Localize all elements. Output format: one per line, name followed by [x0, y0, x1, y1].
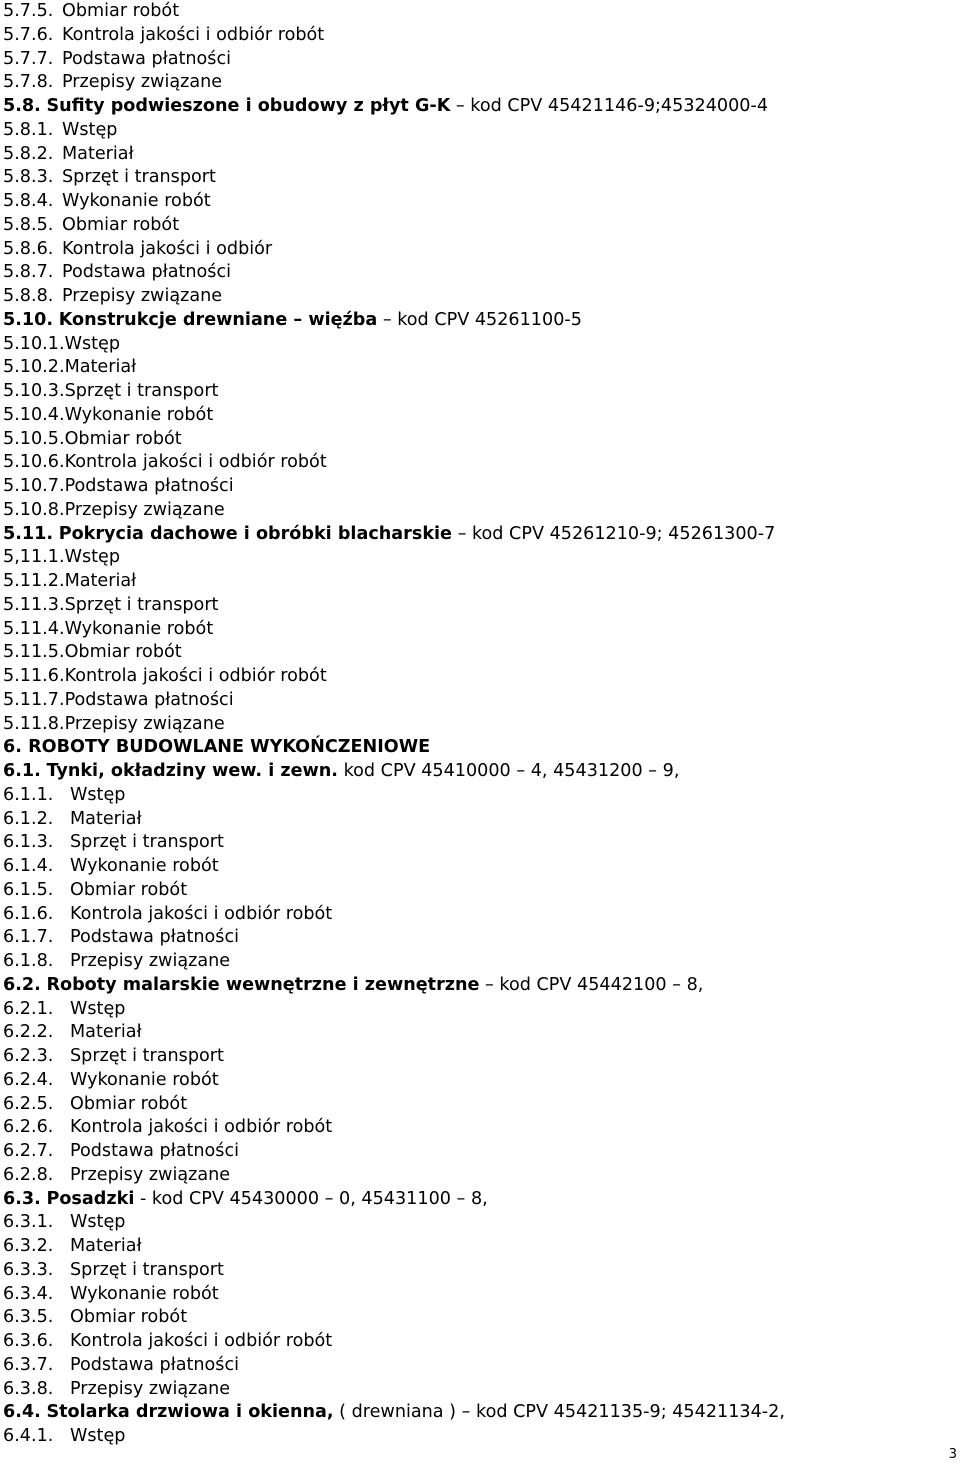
- toc-line: [3, 48, 785, 72]
- section-number: 5.11.3.: [3, 594, 65, 615]
- section-title: Kontrola jakości i odbiór robót: [64, 452, 327, 473]
- toc-line: [3, 475, 785, 499]
- section-number: 6.2.2.: [3, 1022, 54, 1043]
- toc-line: [3, 1093, 785, 1117]
- section-number: 6.2.3.: [3, 1046, 54, 1066]
- toc-line: [3, 1330, 785, 1354]
- toc-line: [3, 214, 785, 238]
- toc-line: [3, 1425, 785, 1449]
- section-number: 5.8.6.: [3, 238, 54, 259]
- section-title: Obmiar robót: [70, 1307, 188, 1328]
- toc-line: [3, 1354, 785, 1378]
- section-number: 5.11.8.: [3, 713, 65, 734]
- toc-line: [3, 1235, 785, 1259]
- section-title: Kontrola jakości i odbiór: [62, 238, 273, 259]
- section-title: Pokrycia dachowe i obróbki blacharskie: [58, 523, 452, 544]
- section-number: 6.: [3, 737, 22, 758]
- section-number: 6.4.: [3, 1402, 41, 1423]
- section-number: 6.2.: [3, 974, 41, 995]
- section-title: Obmiar robót: [62, 1, 180, 21]
- section-number: 5.7.5.: [3, 1, 54, 21]
- toc-line: [3, 404, 785, 428]
- section-title: Wstęp: [70, 998, 126, 1019]
- section-title: Przepisy związane: [70, 1378, 231, 1399]
- toc-line: [3, 1378, 785, 1402]
- toc-heading: [3, 523, 785, 547]
- toc-heading: [3, 974, 785, 998]
- section-title: Wykonanie robót: [70, 1283, 219, 1304]
- toc-line: [3, 594, 785, 618]
- section-title: Wykonanie robót: [64, 404, 214, 425]
- section-number: 6.1.1.: [3, 784, 54, 805]
- section-number: 6.2.8.: [3, 1164, 54, 1185]
- section-number: 5.10.5.: [3, 428, 65, 449]
- section-title: ROBOTY BUDOWLANE WYKOŃCZENIOWE: [28, 737, 431, 758]
- toc-line: [3, 380, 785, 404]
- toc-line: [3, 713, 785, 737]
- section-number: 6.1.8.: [3, 951, 54, 971]
- toc-line: [3, 428, 785, 452]
- toc-line: [3, 166, 785, 190]
- toc-heading: [3, 1401, 785, 1425]
- section-title: Podstawa płatności: [62, 262, 232, 283]
- toc-line: [3, 356, 785, 380]
- toc-line: [3, 926, 785, 950]
- section-title: Kontrola jakości i odbiór robót: [70, 1331, 333, 1351]
- section-number: 6.1.3.: [3, 832, 54, 853]
- section-number: 6.3.2.: [3, 1236, 54, 1256]
- section-title: Przepisy związane: [62, 286, 223, 306]
- section-title: Materiał: [70, 808, 142, 829]
- section-title: Wstęp: [70, 1426, 126, 1446]
- section-title: Podstawa płatności: [62, 48, 232, 69]
- section-title: Przepisy związane: [62, 72, 223, 93]
- section-title: Materiał: [70, 1022, 142, 1043]
- section-number: 6.2.5.: [3, 1093, 54, 1114]
- toc-line: [3, 855, 785, 879]
- toc-line: [3, 808, 785, 832]
- toc-line: [3, 24, 785, 48]
- section-number: 6.1.2.: [3, 808, 54, 829]
- section-number: 5.10.3.: [3, 381, 65, 401]
- section-number: 6.1.6.: [3, 903, 54, 924]
- section-number: 6.3.: [3, 1188, 41, 1209]
- section-title: Obmiar robót: [70, 1093, 188, 1114]
- section-title: Obmiar robót: [70, 879, 188, 900]
- section-number: 5.10.: [3, 309, 54, 330]
- section-number: 5.8.4.: [3, 191, 54, 211]
- section-number: 5.11.6.: [3, 666, 65, 686]
- section-code: – kod CPV 45261100-5: [377, 309, 582, 330]
- table-of-contents: [3, 0, 785, 1449]
- section-number: 6.1.5.: [3, 879, 54, 900]
- toc-line: [3, 333, 785, 357]
- toc-line: [3, 1116, 785, 1140]
- section-code: – kod CPV 45442100 – 8,: [479, 974, 704, 995]
- section-number: 5.7.7.: [3, 48, 54, 69]
- section-number: 5.10.6.: [3, 452, 65, 473]
- section-number: 6.3.7.: [3, 1354, 54, 1375]
- toc-line: [3, 0, 785, 24]
- section-number: 5,11.1.: [3, 547, 65, 568]
- toc-line: [3, 879, 785, 903]
- toc-line: [3, 950, 785, 974]
- section-number: 5.10.2.: [3, 357, 65, 378]
- toc-line: [3, 143, 785, 167]
- toc-heading: [3, 95, 785, 119]
- section-title: Podstawa płatności: [70, 927, 240, 948]
- toc-line: [3, 499, 785, 523]
- toc-heading: [3, 309, 785, 333]
- toc-line: [3, 570, 785, 594]
- section-title: Wstęp: [70, 784, 126, 805]
- section-title: Obmiar robót: [64, 428, 182, 449]
- toc-line: [3, 1045, 785, 1069]
- section-number: 6.1.: [3, 761, 41, 781]
- section-title: Sprzęt i transport: [70, 832, 224, 853]
- section-number: 5.8.8.: [3, 286, 54, 306]
- section-title: Sprzęt i transport: [70, 1046, 224, 1066]
- section-number: 5.11.5.: [3, 642, 65, 663]
- section-title: Przepisy związane: [70, 1164, 231, 1185]
- section-number: 5.11.: [3, 523, 54, 544]
- section-title: Podstawa płatności: [64, 689, 234, 710]
- section-title: Sprzęt i transport: [62, 167, 216, 188]
- section-number: 5.8.2.: [3, 143, 54, 164]
- section-number: 6.1.4.: [3, 856, 54, 876]
- section-title: Podstawa płatności: [64, 476, 234, 496]
- toc-line: [3, 71, 785, 95]
- section-number: 5.8.1.: [3, 119, 54, 140]
- section-code: – kod CPV 45261210-9; 45261300-7: [451, 523, 776, 544]
- section-title: Materiał: [62, 143, 134, 164]
- section-title: Obmiar robót: [64, 642, 182, 663]
- section-title: Roboty malarskie wewnętrzne i zewnętrzne: [46, 974, 480, 995]
- section-number: 6.3.5.: [3, 1307, 54, 1328]
- section-title: Wykonanie robót: [62, 191, 211, 211]
- section-code: ( drewniana ) – kod CPV 45421135-9; 45421134-2,: [333, 1402, 785, 1423]
- section-number: 6.2.1.: [3, 998, 54, 1019]
- toc-line: [3, 119, 785, 143]
- page-number: 3: [948, 1447, 957, 1462]
- section-title: Konstrukcje drewniane – więźba: [58, 309, 378, 330]
- section-title: Kontrola jakości i odbiór robót: [64, 666, 327, 686]
- section-title: Wykonanie robót: [70, 1069, 219, 1090]
- section-number: 6.1.7.: [3, 927, 54, 948]
- section-number: 5.10.7.: [3, 476, 65, 496]
- section-title: Podstawa płatności: [70, 1354, 240, 1375]
- section-title: Kontrola jakości i odbiór robót: [62, 24, 325, 45]
- toc-line: [3, 784, 785, 808]
- toc-line: [3, 903, 785, 927]
- toc-heading: [3, 1188, 785, 1212]
- section-title: Posadzki: [46, 1188, 135, 1209]
- toc-line: [3, 665, 785, 689]
- toc-line: [3, 1259, 785, 1283]
- section-title: Przepisy związane: [64, 499, 225, 520]
- toc-line: [3, 546, 785, 570]
- toc-line: [3, 641, 785, 665]
- section-title: Wykonanie robót: [70, 856, 219, 876]
- section-title: Przepisy związane: [70, 951, 231, 971]
- section-title: Sprzęt i transport: [64, 381, 219, 401]
- toc-line: [3, 285, 785, 309]
- section-title: Sprzęt i transport: [64, 594, 219, 615]
- section-number: 5.10.4.: [3, 404, 65, 425]
- toc-line: [3, 998, 785, 1022]
- section-title: Wstęp: [62, 119, 118, 140]
- section-number: 5.7.8.: [3, 72, 54, 93]
- section-title: Sufity podwieszone i obudowy z płyt G-K: [46, 96, 451, 116]
- section-number: 6.4.1.: [3, 1426, 54, 1446]
- toc-line: [3, 1283, 785, 1307]
- toc-line: [3, 831, 785, 855]
- section-title: Podstawa płatności: [70, 1141, 240, 1161]
- toc-line: [3, 190, 785, 214]
- toc-line: [3, 1069, 785, 1093]
- section-number: 5.8.5.: [3, 214, 54, 235]
- section-title: Materiał: [64, 571, 137, 591]
- section-title: Wstęp: [64, 333, 121, 354]
- section-title: Obmiar robót: [62, 214, 180, 235]
- section-title: Kontrola jakości i odbiór robót: [70, 903, 333, 924]
- section-number: 5.8.7.: [3, 262, 54, 283]
- toc-line: [3, 618, 785, 642]
- toc-line: [3, 689, 785, 713]
- section-number: 6.2.4.: [3, 1069, 54, 1090]
- section-number: 6.2.6.: [3, 1117, 54, 1138]
- section-number: 5.11.7.: [3, 689, 65, 710]
- section-title: Sprzęt i transport: [70, 1259, 224, 1280]
- section-code: – kod CPV 45421146-9;45324000-4: [450, 96, 769, 116]
- section-number: 6.3.8.: [3, 1378, 54, 1399]
- toc-heading: [3, 760, 785, 784]
- section-title: Materiał: [70, 1236, 142, 1256]
- section-number: 5.10.1.: [3, 333, 65, 354]
- toc-line: [3, 451, 785, 475]
- toc-line: [3, 1164, 785, 1188]
- toc-line: [3, 1140, 785, 1164]
- toc-line: [3, 1306, 785, 1330]
- section-title: Wstęp: [70, 1212, 126, 1233]
- section-number: 6.3.1.: [3, 1212, 54, 1233]
- toc-line: [3, 238, 785, 262]
- section-number: 6.2.7.: [3, 1141, 54, 1161]
- toc-line: [3, 1021, 785, 1045]
- section-number: 5.11.4.: [3, 618, 65, 639]
- section-number: 6.3.4.: [3, 1283, 54, 1304]
- toc-line: [3, 261, 785, 285]
- toc-line: [3, 1211, 785, 1235]
- section-number: 5.8.: [3, 96, 41, 116]
- section-title: Materiał: [64, 357, 137, 378]
- section-number: 6.3.3.: [3, 1259, 54, 1280]
- section-number: 5.10.8.: [3, 499, 65, 520]
- section-code: - kod CPV 45430000 – 0, 45431100 – 8,: [134, 1188, 488, 1209]
- section-number: 6.3.6.: [3, 1331, 54, 1351]
- section-title: Kontrola jakości i odbiór robót: [70, 1117, 333, 1138]
- section-number: 5.7.6.: [3, 24, 54, 45]
- section-number: 5.8.3.: [3, 167, 54, 188]
- section-title: Wstęp: [64, 547, 121, 568]
- section-title: Wykonanie robót: [64, 618, 214, 639]
- section-title: Tynki, okładziny wew. i zewn.: [46, 761, 338, 781]
- section-title: Stolarka drzwiowa i okienna,: [46, 1402, 334, 1423]
- toc-chapter-heading: [3, 736, 785, 760]
- section-code: kod CPV 45410000 – 4, 45431200 – 9,: [338, 761, 680, 781]
- section-title: Przepisy związane: [64, 713, 225, 734]
- section-number: 5.11.2.: [3, 571, 65, 591]
